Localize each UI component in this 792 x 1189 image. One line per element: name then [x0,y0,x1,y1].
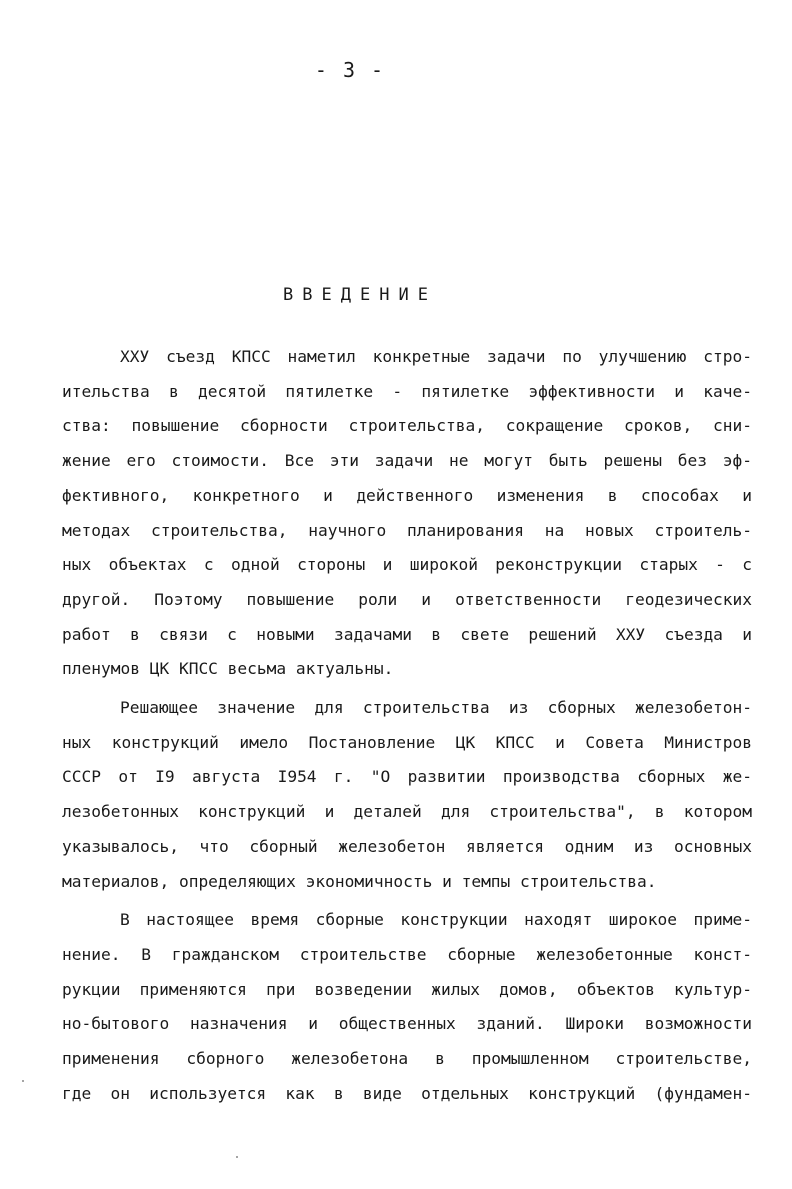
text-line: методах строительства, научного планирования на новых строитель- [62,520,752,540]
text-line: материалов, определяющих экономичность и темпы строительства. [62,871,657,891]
text-line: рукции применяются при возведении жилых домов, объектов культур- [62,979,752,999]
text-line: применения сборного железобетона в промышленном строительстве, [62,1049,752,1069]
text-line: указывалось, что сборный железобетон является одним из основных [62,836,752,856]
text-line: другой. Поэтому повышение роли и ответственности геодезических [62,589,752,609]
text-line: ХХУ съезд КПСС наметил конкретные задачи по улучшению стро- [120,347,752,366]
text-line: пленумов ЦК КПСС весьма актуальны. [62,659,394,679]
text-line: ных конструкций имело Постановление ЦК КПСС и Совета Министров [62,732,752,752]
section-heading: ВВЕДЕНИЕ [283,285,437,305]
text-line: где он используется как в виде отдельных конструкций (фундамен- [62,1083,752,1103]
text-line: фективного, конкретного и действенного изменения в способах и [62,485,752,505]
text-line: Решающее значение для строительства из сборных железобетон- [120,698,752,718]
text-line: работ в связи с новыми задачами в свете решений ХХУ съезда и [62,624,752,644]
text-line: ства: повышение сборности строительства, сокращение сроков, сни- [62,416,752,436]
text-line: лезобетонных конструкций и деталей для строительства", в котором [62,802,752,822]
body-text [62,340,752,1115]
text-line: нение. В гражданском строительстве сборные железобетонные конст- [62,944,752,964]
paragraph-2 [62,691,752,899]
text-line: ных объектах с одной стороны и широкой реконструкции старых - с [62,555,752,575]
paragraph-3 [62,903,752,1111]
scan-speck [236,1156,238,1158]
text-line: СССР от I9 августа I954 г. "О развитии производства сборных же- [62,767,752,787]
page-number: - 3 - [314,58,386,82]
text-line: но-бытового назначения и общественных зданий. Широки возможности [62,1014,752,1034]
text-line: В настоящее время сборные конструкции находят широкое приме- [120,910,752,930]
text-line: ительства в десятой пятилетке - пятилетке эффективности и каче- [62,381,752,401]
scan-speck [22,1080,24,1082]
paragraph-1 [62,340,752,687]
text-line: жение его стоимости. Все эти задачи не могут быть решены без эф- [62,451,752,471]
